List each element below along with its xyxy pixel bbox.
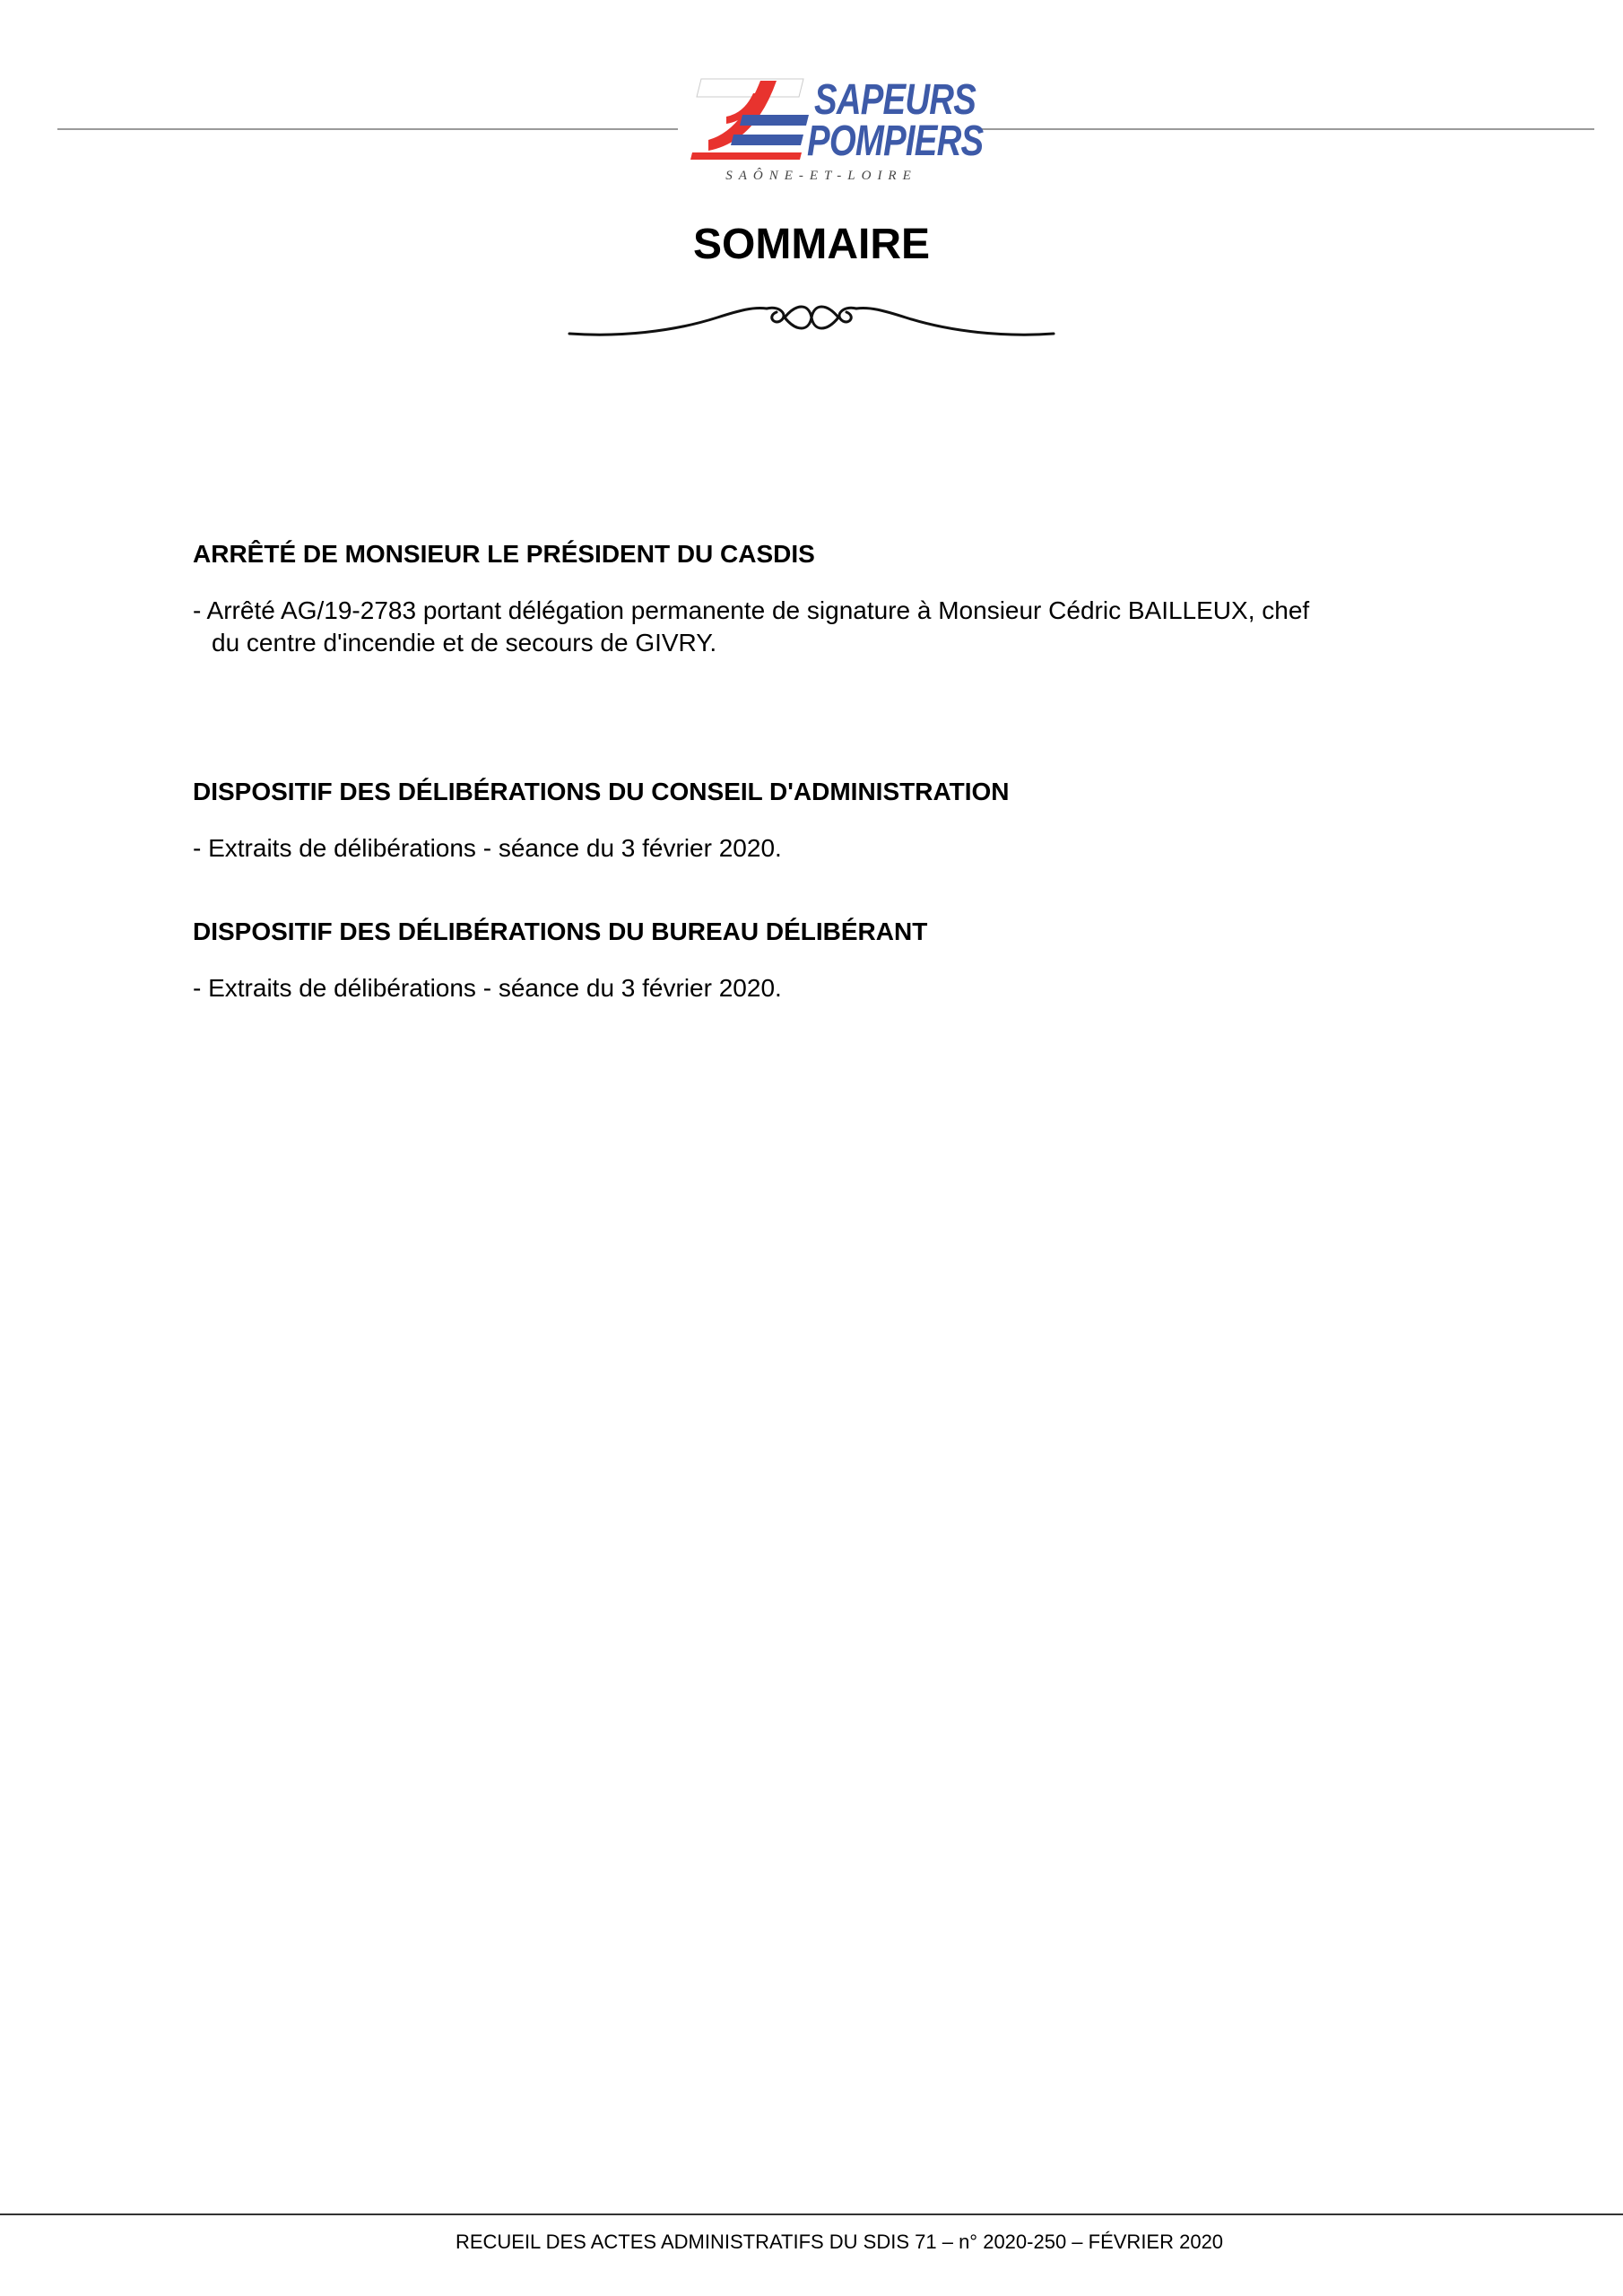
section-item: - Extraits de délibérations - séance du 3 février 2020.: [193, 834, 782, 862]
page-title: SOMMAIRE: [693, 221, 930, 268]
summary-section: [193, 772, 1430, 865]
summary-section: [193, 912, 1430, 1004]
header-rule-right: [976, 128, 1594, 130]
section-item: - Extraits de délibérations - séance du 3 février 2020.: [193, 974, 782, 1002]
summary-section: [193, 535, 1430, 659]
section-item: [193, 595, 1430, 659]
header-rule-left: [57, 128, 678, 130]
summary-content: [193, 535, 1430, 1004]
logo-text-pompiers: POMPIERS: [807, 117, 984, 165]
section-item-line1: - Arrêté AG/19-2783 portant délégation permanente de signature à Monsieur Cédric BAILLEUX, chef: [193, 596, 1310, 624]
sapeurs-pompiers-logo: [689, 75, 984, 190]
section-heading: DISPOSITIF DES DÉLIBÉRATIONS DU CONSEIL D'ADMINISTRATION: [193, 778, 1010, 805]
flourish-divider-icon: [565, 296, 1058, 341]
logo-subtitle: SAÔNE-ET-LOIRE: [725, 169, 917, 183]
footer-text: RECUEIL DES ACTES ADMINISTRATIFS DU SDIS 71 – n° 2020-250 – FÉVRIER 2020: [455, 2231, 1224, 2253]
section-heading: ARRÊTÉ DE MONSIEUR LE PRÉSIDENT DU CASDIS: [193, 540, 815, 568]
logo-emblem-icon: [689, 75, 823, 165]
section-heading: DISPOSITIF DES DÉLIBÉRATIONS DU BUREAU DÉLIBÉRANT: [193, 918, 928, 945]
section-item-line2: du centre d'incendie et de secours de GIVRY.: [212, 629, 717, 657]
logo-text-sapeurs: SAPEURS: [814, 76, 976, 124]
footer-rule: [0, 2213, 1623, 2215]
